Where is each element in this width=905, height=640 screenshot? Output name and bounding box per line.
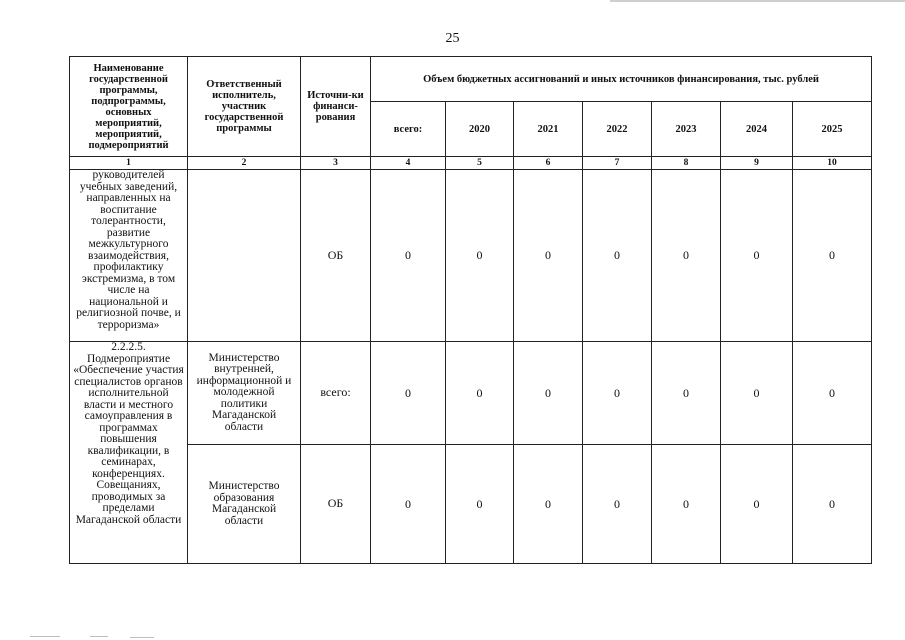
value-cell: 0 [793,342,872,445]
value-cell: 0 [514,170,583,342]
value-cell: 0 [652,445,721,564]
value-cell: 0 [514,445,583,564]
value-cell: 0 [583,342,652,445]
column-number: 4 [371,157,446,170]
top-border-line [610,0,905,2]
column-number: 5 [446,157,514,170]
value-cell: 0 [371,170,446,342]
column-number: 2 [188,157,301,170]
scan-artifact [90,636,108,637]
table-row [70,445,872,564]
column-number: 9 [721,157,793,170]
header-source: Источни-ки финанси-рования [301,57,371,157]
value-cell: 0 [793,170,872,342]
header-row-1 [70,57,872,102]
table-row [70,170,872,342]
value-cell: 0 [446,342,514,445]
activity-name-cell: 2.2.2.5. Подмероприятие «Обеспечение участия специалистов органов исполнительной власти и местного самоуправления в программах повышения квалификации, в семинарах, конференциях. Совещаниях, проводимых за пределами Магаданской области [70,342,188,564]
value-cell: 0 [652,170,721,342]
source-cell: ОБ [301,170,371,342]
column-numbers-row [70,157,872,170]
column-number: 7 [583,157,652,170]
value-cell: 0 [371,342,446,445]
value-cell: 0 [652,342,721,445]
header-name: Наименование государственной программы, подпрограммы, основных мероприятий, мероприятий, подмероприятий [70,57,188,157]
value-cell: 0 [721,445,793,564]
value-cell: 0 [583,445,652,564]
header-year: 2022 [583,102,652,157]
header-year: 2020 [446,102,514,157]
page-number: 25 [445,31,460,46]
column-number: 1 [70,157,188,170]
column-number: 6 [514,157,583,170]
header-year: 2021 [514,102,583,157]
value-cell: 0 [514,342,583,445]
value-cell: 0 [371,445,446,564]
column-number: 8 [652,157,721,170]
executor-cell [188,170,301,342]
activity-name-cell: руководителей учебных заведений, направленных на воспитание толерантности, развитие межкультурного взаимодействия, профилактику экстремизма, в том числе на национальной и религиозной почве, и терроризма» [70,170,188,342]
header-year: 2024 [721,102,793,157]
source-cell: ОБ [301,445,371,564]
value-cell: 0 [446,445,514,564]
value-cell: 0 [721,342,793,445]
source-cell: всего: [301,342,371,445]
value-cell: 0 [721,170,793,342]
table-row [70,342,872,445]
budget-table [69,56,872,564]
value-cell: 0 [583,170,652,342]
header-executor: Ответственный исполнитель, участник государственной программы [188,57,301,157]
value-cell: 0 [793,445,872,564]
executor-cell: Министерство образования Магаданской области [188,445,301,564]
header-total: всего: [371,102,446,157]
column-number: 10 [793,157,872,170]
column-number: 3 [301,157,371,170]
executor-cell: Министерство внутренней, информационной и молодежной политики Магаданской области [188,342,301,445]
scan-artifact [30,636,60,637]
header-year: 2023 [652,102,721,157]
scan-artifact [130,637,154,638]
value-cell: 0 [446,170,514,342]
header-volume: Объем бюджетных ассигнований и иных источников финансирования, тыс. рублей [371,57,872,102]
header-year: 2025 [793,102,872,157]
